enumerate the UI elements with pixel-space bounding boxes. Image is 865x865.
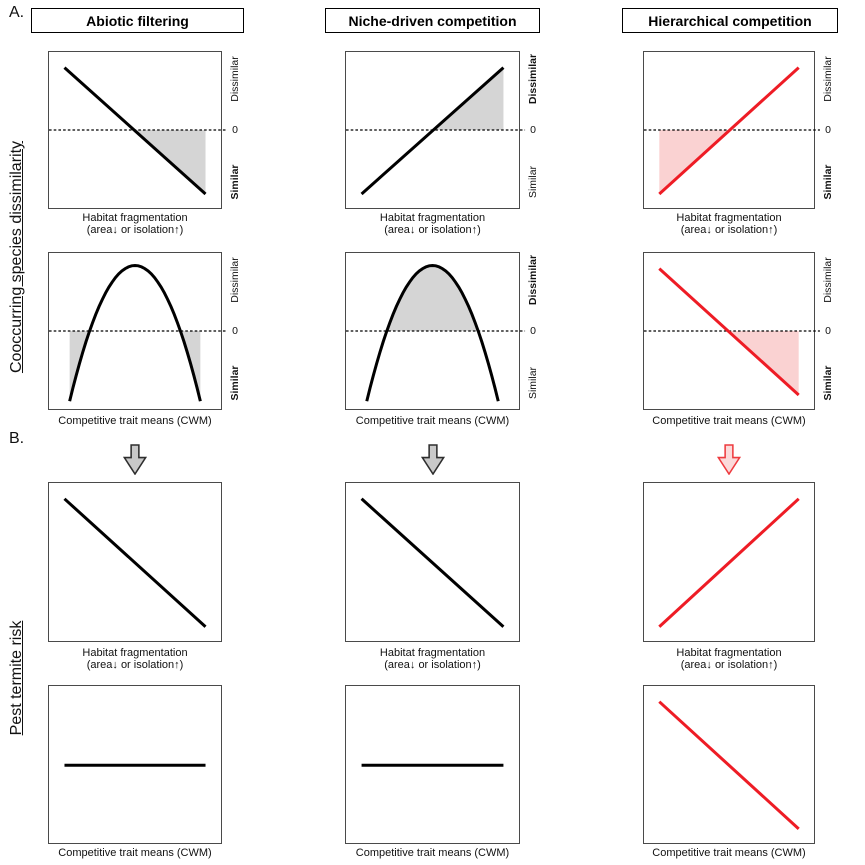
trend-line — [362, 499, 504, 627]
trend-line — [70, 265, 201, 401]
down-arrow-icon — [123, 444, 147, 475]
column-header-hierarchical-competition: Hierarchical competition — [622, 8, 838, 33]
x-axis-label: Habitat fragmentation (area↓ or isolation↑) — [379, 647, 486, 671]
right-axis-labels — [223, 51, 247, 209]
y-axis-label-zero: 0 — [530, 124, 536, 136]
y-axis-label-dissimilar: Dissimilar — [822, 257, 834, 304]
y-axis-label-dissimilar: Dissimilar — [229, 257, 241, 304]
x-axis-label: Competitive trait means (CWM) — [58, 847, 212, 859]
y-axis-label-similar: Similar — [229, 164, 241, 200]
plot-b-row1-col2 — [345, 482, 520, 642]
plot-a-row2-col1 — [48, 252, 222, 410]
trend-line — [64, 499, 205, 627]
x-axis-label: Competitive trait means (CWM) — [652, 847, 806, 859]
x-axis-label: Competitive trait means (CWM) — [355, 847, 510, 859]
y-axis-label-zero: 0 — [825, 124, 831, 136]
x-axis-label: Competitive trait means (CWM) — [355, 415, 510, 427]
plot-b-row2-col1 — [48, 685, 222, 844]
section-a-y-axis-title: Cooccurring species dissimilarity — [8, 140, 25, 374]
right-axis-labels — [521, 252, 545, 410]
column-header-abiotic-filtering: Abiotic filtering — [31, 8, 244, 33]
down-arrow-icon — [717, 444, 741, 475]
y-axis-label-zero: 0 — [232, 325, 238, 337]
plot-a-row1-col1 — [48, 51, 222, 209]
right-axis-labels — [223, 252, 247, 410]
y-axis-label-dissimilar: Dissimilar — [527, 255, 539, 306]
y-axis-label-dissimilar: Dissimilar — [229, 56, 241, 103]
y-axis-label-zero: 0 — [825, 325, 831, 337]
column-header-niche-driven-competition: Niche-driven competition — [325, 8, 540, 33]
right-axis-labels — [521, 51, 545, 209]
y-axis-label-similar: Similar — [527, 367, 539, 400]
plot-a-row1-col3 — [643, 51, 815, 209]
x-axis-label: Habitat fragmentation (area↓ or isolation↑) — [82, 212, 188, 236]
plot-a-row1-col2 — [345, 51, 520, 209]
section-a-label: A. — [9, 4, 25, 21]
trend-line — [362, 68, 504, 194]
plot-a-row2-col2 — [345, 252, 520, 410]
trend-line — [659, 702, 798, 829]
x-axis-label: Habitat fragmentation (area↓ or isolation↑) — [82, 647, 188, 671]
x-axis-label: Habitat fragmentation (area↓ or isolation↑) — [379, 212, 486, 236]
down-arrow-icon — [421, 444, 445, 475]
x-axis-label: Habitat fragmentation (area↓ or isolation↑) — [676, 647, 782, 671]
y-axis-label-similar: Similar — [822, 164, 834, 200]
y-axis-label-dissimilar: Dissimilar — [822, 56, 834, 103]
y-axis-label-zero: 0 — [530, 325, 536, 337]
plot-a-row2-col3 — [643, 252, 815, 410]
y-axis-label-dissimilar: Dissimilar — [527, 54, 539, 105]
x-axis-label: Competitive trait means (CWM) — [652, 415, 806, 427]
x-axis-label: Competitive trait means (CWM) — [58, 415, 212, 427]
section-b-label: B. — [9, 430, 25, 447]
plot-b-row1-col1 — [48, 482, 222, 642]
section-b-y-axis-title: Pest termite risk — [8, 620, 25, 736]
right-axis-labels — [816, 51, 840, 209]
y-axis-label-similar: Similar — [527, 166, 539, 199]
x-axis-label: Habitat fragmentation (area↓ or isolation↑) — [676, 212, 782, 236]
right-axis-labels — [816, 252, 840, 410]
y-axis-label-similar: Similar — [229, 365, 241, 401]
y-axis-label-similar: Similar — [822, 365, 834, 401]
plot-b-row2-col2 — [345, 685, 520, 844]
plot-b-row1-col3 — [643, 482, 815, 642]
plot-b-row2-col3 — [643, 685, 815, 844]
trend-line — [659, 499, 798, 627]
y-axis-label-zero: 0 — [232, 124, 238, 136]
